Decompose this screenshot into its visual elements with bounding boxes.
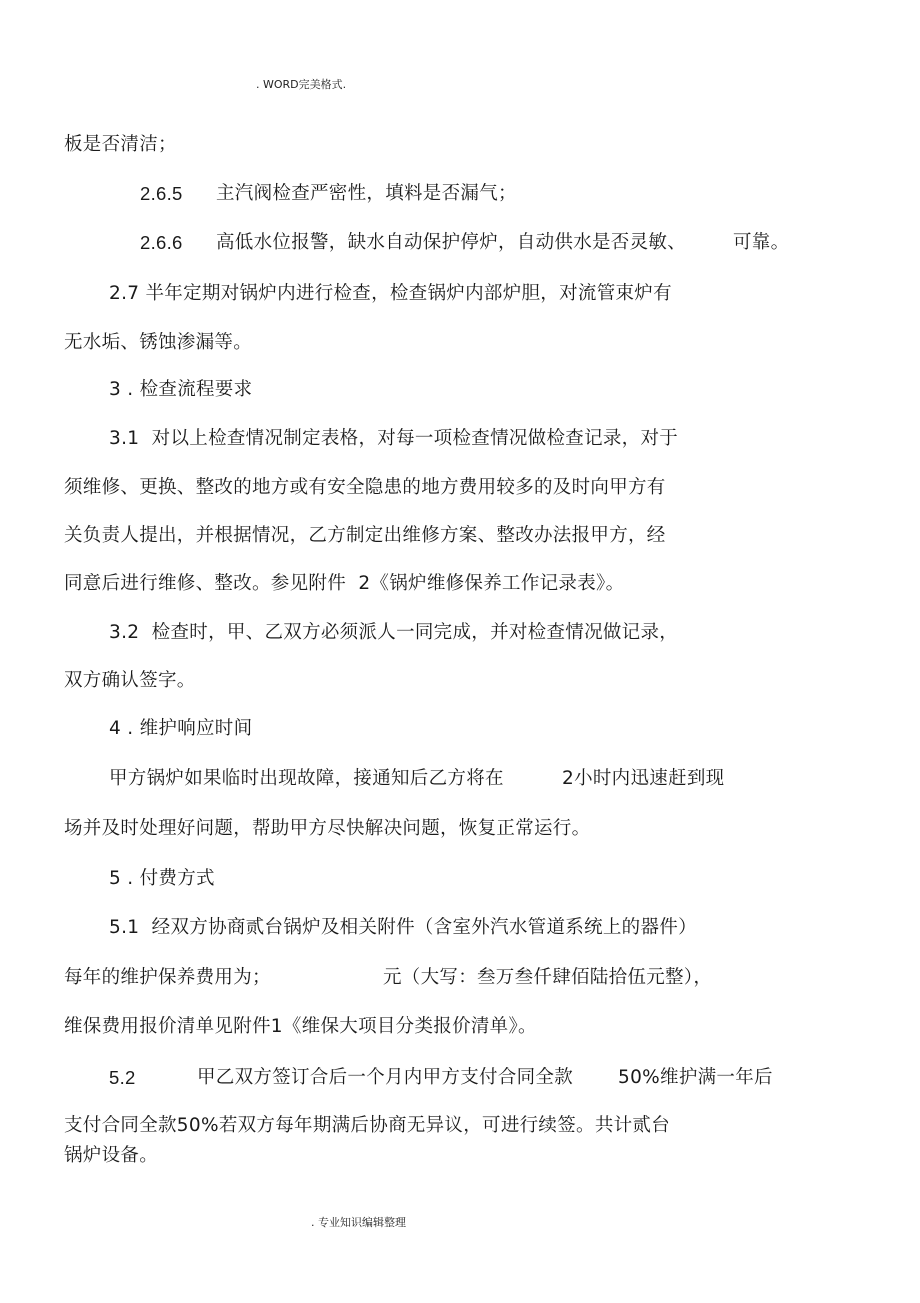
text-line: 锅炉设备。 (64, 1145, 159, 1166)
text-line: 5.1 经双方协商贰台锅炉及相关附件（含室外汽水管道系统上的器件） (109, 917, 697, 938)
text-line: 元（大写：叁万叁仟肆佰陆拾伍元整）， (383, 967, 713, 988)
text-line: 2.7 半年定期对锅炉内进行检查，检查锅炉内部炉胆，对流管束炉有 (109, 283, 672, 304)
section-heading: 5 . 付费方式 (109, 868, 215, 889)
text-line: 同意后进行维修、整改。参见附件 2《锅炉维修保养工作记录表》。 (64, 573, 625, 594)
text-line: 维保费用报价清单见附件1《维保大项目分类报价清单》。 (64, 1016, 537, 1037)
text-line: 高低水位报警，缺水自动保护停炉，自动供水是否灵敏、 (216, 232, 687, 253)
page-header: . WORD完美格式. (256, 78, 347, 91)
text-line: 板是否清洁； (64, 134, 177, 155)
text-line: 甲方锅炉如果临时出现故障，接通知后乙方将在 (109, 768, 504, 789)
section-heading: 4 . 维护响应时间 (109, 718, 253, 739)
text-line: 可靠。 (733, 232, 790, 253)
text-line: 甲乙双方签订合后一个月内甲方支付合同全款 (197, 1067, 574, 1088)
text-line: 无水垢、锈蚀渗漏等。 (64, 332, 253, 353)
text-line: 关负责人提出，并根据情况，乙方制定出维修方案、整改办法报甲方，经 (64, 525, 666, 546)
text-line: 2小时内迅速赶到现 (562, 768, 725, 789)
clause-number: 2.6.5 (140, 183, 183, 204)
text-line: 每年的维护保养费用为； (64, 967, 271, 988)
text-line: 双方确认签字。 (64, 670, 196, 691)
section-heading: 3 . 检查流程要求 (109, 379, 253, 400)
clause-number: 2.6.6 (140, 232, 183, 253)
text-line: 3.2 检查时，甲、乙双方必须派人一同完成，并对检查情况做记录， (109, 622, 679, 643)
clause-number: 5.2 (109, 1067, 136, 1088)
text-line: 场并及时处理好问题，帮助甲方尽快解决问题，恢复正常运行。 (64, 818, 591, 839)
text-line: 50%维护满一年后 (618, 1067, 773, 1088)
text-line: 主汽阀检查严密性，填料是否漏气； (216, 183, 517, 204)
text-line: 3.1 对以上检查情况制定表格，对每一项检查情况做检查记录，对于 (109, 428, 679, 449)
text-line: 支付合同全款50%若双方每年期满后协商无异议，可进行续签。共计贰台 (64, 1115, 671, 1136)
page-footer: . 专业知识编辑整理 (311, 1216, 406, 1229)
text-line: 须维修、更换、整改的地方或有安全隐患的地方费用较多的及时向甲方有 (64, 477, 666, 498)
